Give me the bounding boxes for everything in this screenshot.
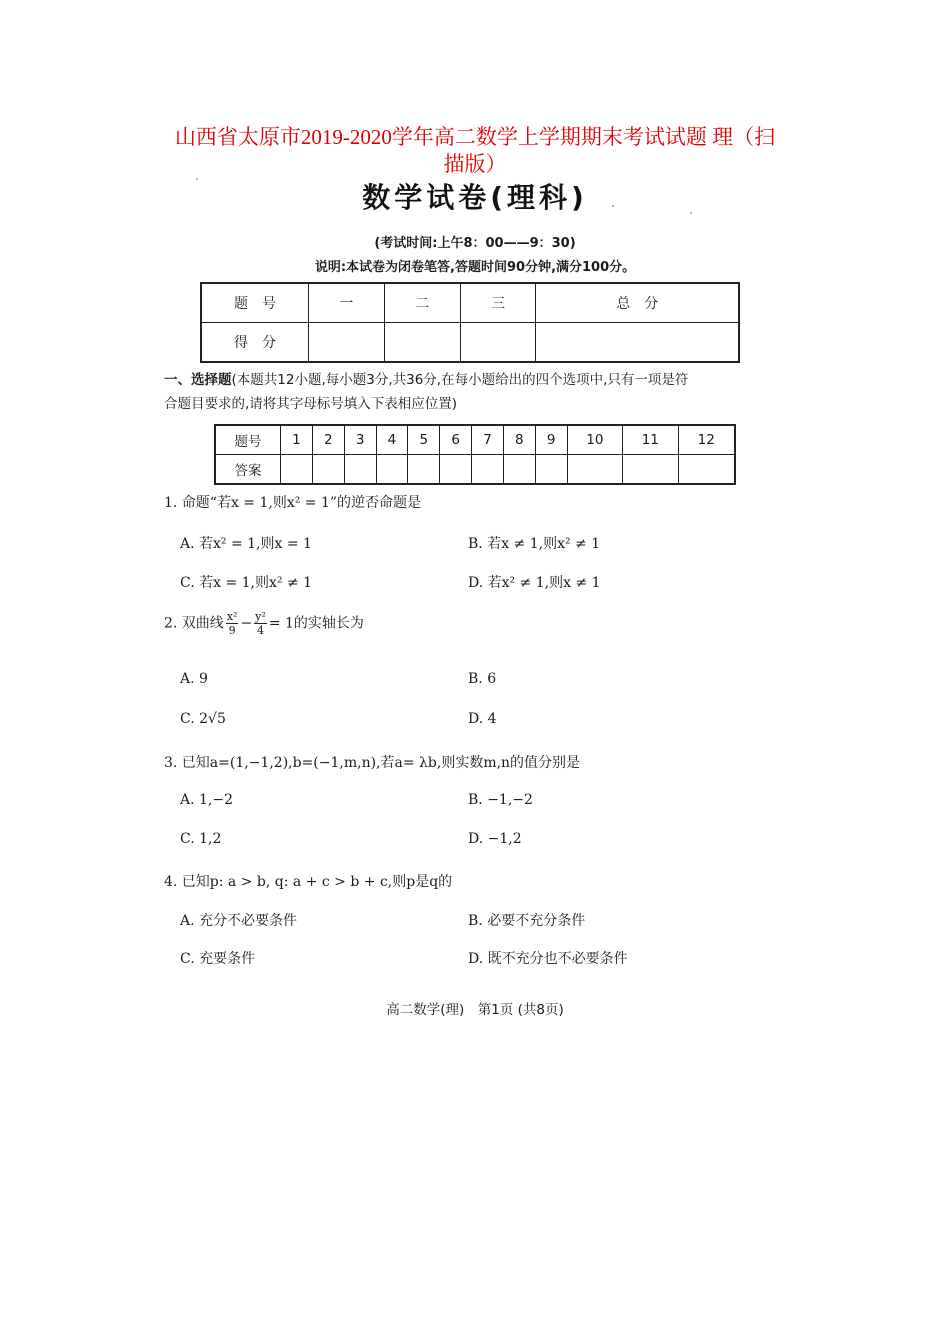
answer-table-question-number: 6 [440,425,472,455]
answer-table-question-number: 1 [281,425,313,455]
score-cell [309,323,385,363]
question-1-option-b: B. 若x ≠ 1,则x² ≠ 1 [468,536,601,552]
answer-table-question-number: 2 [312,425,344,455]
answer-cell[interactable] [503,455,535,485]
answer-cell[interactable] [376,455,408,485]
question-2-option-b: B. 6 [468,671,497,687]
answer-table-header-label: 题号 [215,425,281,455]
answer-table-question-number: 11 [623,425,678,455]
answer-table-number-row [215,425,735,455]
score-cell [460,323,536,363]
question-4-option-d: D. 既不充分也不必要条件 [468,951,628,967]
score-cell: 一 [309,283,385,323]
minus-sign: − [240,615,253,632]
header-line-1: 山西省太原市2019-2020学年高二数学上学期期末考试试题 理（扫 [174,125,776,149]
scan-speck [690,212,692,214]
section-1-text-1: (本题共12小题,每小题3分,共36分,在每小题给出的四个选项中,只有一项是符 [231,372,689,388]
question-3-option-d: D. −1,2 [468,831,522,847]
exam-time: (考试时间:上午8：00——9：30) [374,236,576,251]
fraction-numerator: y² [255,610,266,623]
question-1-option-c: C. 若x = 1,则x² ≠ 1 [180,575,313,591]
question-3-option-b: B. −1,−2 [468,792,533,808]
answer-table-answer-label: 答案 [215,455,281,485]
answer-cell[interactable] [408,455,440,485]
answer-cell[interactable] [678,455,735,485]
question-1-option-d: D. 若x² ≠ 1,则x ≠ 1 [468,575,601,591]
answer-cell[interactable] [312,455,344,485]
answer-cell[interactable] [623,455,678,485]
question-1-option-a: A. 若x² = 1,则x = 1 [180,536,312,552]
question-2-prefix: 2. 双曲线 [164,615,224,632]
scan-speck [612,205,614,207]
header-line-2: 描版） [443,152,507,176]
question-3-stem: 3. 已知a=(1,−1,2),b=(−1,m,n),若a= λb,则实数m,n的值分别是 [164,755,581,771]
answer-table-question-number: 3 [344,425,376,455]
answer-table-question-number: 4 [376,425,408,455]
answer-table-question-number: 7 [472,425,504,455]
section-1-heading: 一、选择题 [164,372,232,388]
answer-cell[interactable] [344,455,376,485]
score-table-score-row [201,323,739,363]
fraction-numerator: x² [226,610,238,623]
question-2-option-c: C. 2√5 [180,711,226,727]
section-1-line-2: 合题目要求的,请将其字母标号填入下表相应位置) [164,396,458,412]
page-footer: 高二数学(理) 第1页 (共8页) [386,1002,564,1018]
answer-table-answer-row [215,455,735,485]
question-2-option-a: A. 9 [180,671,208,687]
question-4-option-a: A. 充分不必要条件 [180,913,298,929]
score-table [200,282,740,363]
score-cell: 总 分 [536,283,739,323]
answer-table-question-number: 12 [678,425,735,455]
score-cell: 题 号 [201,283,309,323]
question-2-option-d: D. 4 [468,711,497,727]
question-3-option-a: A. 1,−2 [180,792,234,808]
question-4-option-c: C. 充要条件 [180,951,256,967]
answer-table-question-number: 8 [503,425,535,455]
exam-instructions: 说明:本试卷为闭卷笔答,答题时间90分钟,满分100分。 [314,260,636,275]
question-3-option-c: C. 1,2 [180,831,222,847]
document-header [130,124,820,178]
question-1-stem: 1. 命题“若x = 1,则x² = 1”的逆否命题是 [164,495,422,511]
score-cell: 三 [460,283,536,323]
score-cell [384,323,460,363]
answer-table [214,424,736,485]
section-1-intro [164,368,784,416]
question-4-stem: 4. 已知p: a > b, q: a + c > b + c,则p是q的 [164,874,453,890]
answer-table-question-number: 5 [408,425,440,455]
answer-cell[interactable] [472,455,504,485]
fraction-denominator: 9 [228,624,236,637]
fraction-y2-over-4 [254,610,267,637]
exam-title: 数学试卷(理科) [362,181,588,214]
fraction-x2-over-9 [226,610,239,637]
score-cell: 二 [384,283,460,323]
score-table-header-row [201,283,739,323]
answer-cell[interactable] [281,455,313,485]
fraction-denominator: 4 [256,624,264,637]
answer-cell[interactable] [535,455,567,485]
scan-speck [196,178,198,180]
answer-cell[interactable] [567,455,622,485]
answer-table-question-number: 9 [535,425,567,455]
score-cell: 得 分 [201,323,309,363]
score-cell [536,323,739,363]
question-4-option-b: B. 必要不充分条件 [468,913,586,929]
section-1-line-1 [164,368,784,392]
answer-cell[interactable] [440,455,472,485]
answer-table-question-number: 10 [567,425,622,455]
question-2-stem [164,610,364,637]
question-2-suffix: = 1的实轴长为 [268,615,364,632]
